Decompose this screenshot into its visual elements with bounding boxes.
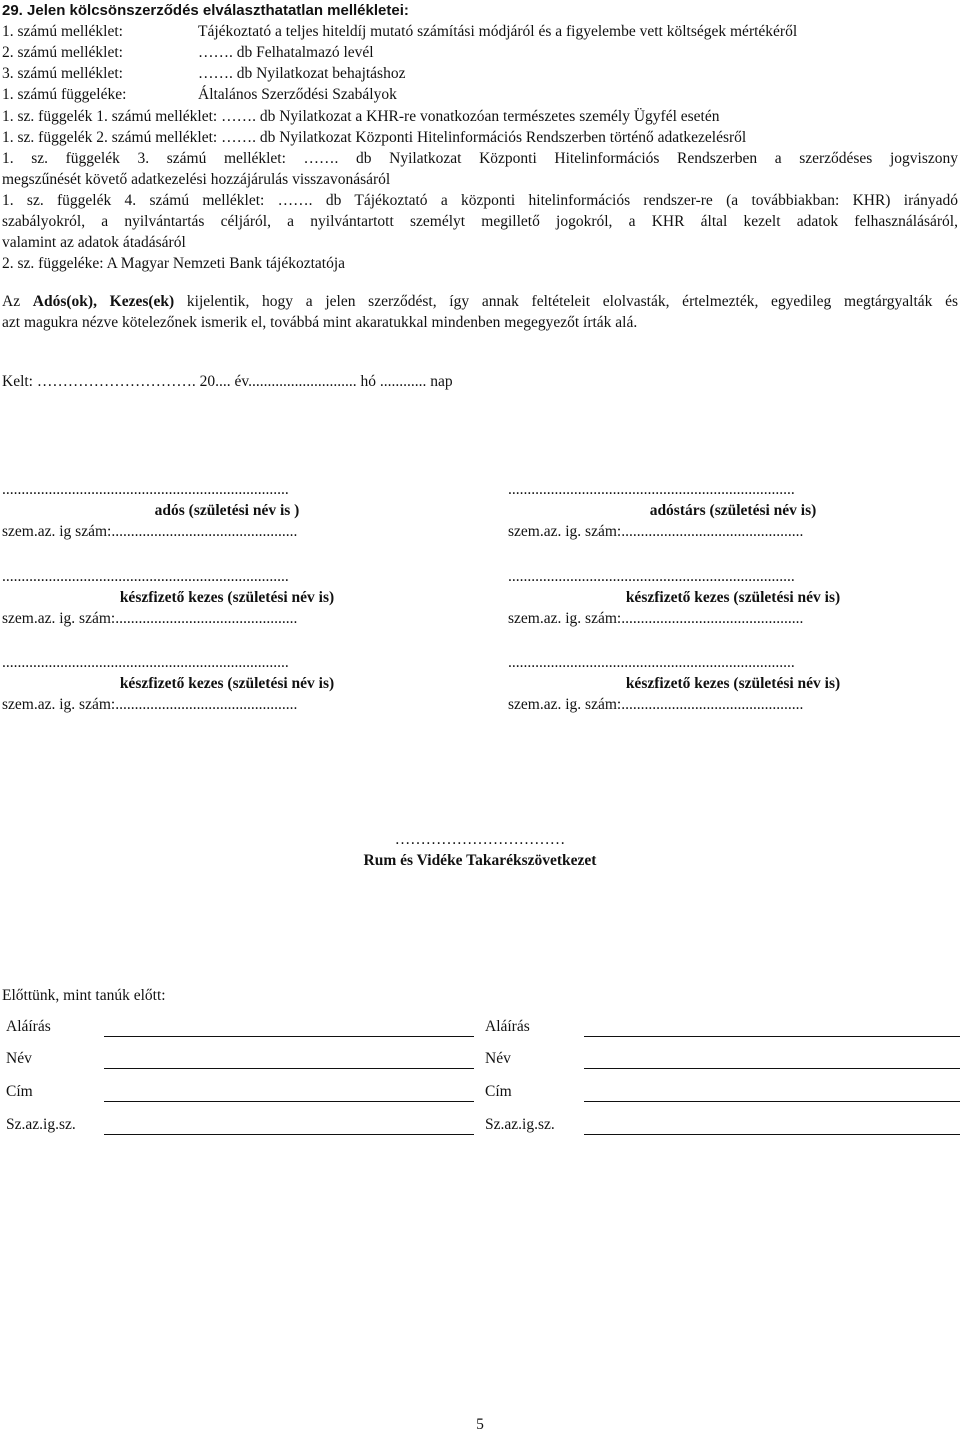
signature-role: készfizető kezes (születési név is): [119, 589, 335, 606]
signature-dots: ..........................................................................: [508, 568, 795, 585]
witness-2-signature-line[interactable]: [584, 1036, 960, 1037]
witness-2-address-line[interactable]: [584, 1101, 960, 1102]
signature-dots: ..........................................................................: [2, 654, 289, 671]
signature-role: adós (születési név is ): [154, 502, 300, 519]
annex-text: ……. db Felhatalmazó levél: [198, 44, 374, 61]
witness-1-address-line[interactable]: [104, 1101, 474, 1102]
date-line: Kelt: …………………………. 20.... év............................ hó ............ nap: [2, 373, 453, 390]
signature-adóstárs: [508, 479, 958, 542]
bank-signature: [0, 829, 960, 871]
witness-1-signature-label: Aláírás: [6, 1018, 51, 1035]
signature-kezes-left-2: [2, 652, 452, 715]
witness-1-name-label: Név: [6, 1050, 32, 1067]
signature-adós: [2, 479, 452, 542]
signature-kezes-left-1: [2, 566, 452, 629]
section-title: 29. Jelen kölcsönszerződés elválaszthatatlan mellékletei:: [2, 2, 409, 19]
witness-2-name-label: Név: [485, 1050, 511, 1067]
appendix-line-5: 2. sz. függeléke: A Magyar Nemzeti Bank tájékoztatója: [2, 255, 346, 272]
appendix-line-2: 1. sz. függelék 2. számú melléklet: ……. db Nyilatkozat Központi Hitelinformációs Rendszerben történő adatkezelésről: [2, 129, 747, 146]
witness-1-address-label: Cím: [6, 1083, 33, 1100]
declaration-line-1: [2, 291, 958, 312]
declaration-parties: Adós(ok), Kezes(ek): [32, 293, 175, 310]
signature-id: szem.az. ig. szám:...............................................: [508, 696, 804, 713]
signature-id: szem.az. ig. szám:...............................................: [508, 523, 804, 540]
witness-1-name-line[interactable]: [104, 1068, 474, 1069]
signature-kezes-right-2: [508, 652, 958, 715]
appendix-line-1: 1. sz. függelék 1. számú melléklet: ……. db Nyilatkozat a KHR-re vonatkozóan természetes személy Ügyfél esetén: [2, 108, 720, 125]
signature-dots: ..........................................................................: [508, 481, 795, 498]
annex-label: 3. számú melléklet:: [2, 65, 123, 82]
annex-text: ……. db Nyilatkozat behajtáshoz: [198, 65, 406, 82]
page-number: 5: [476, 1416, 484, 1433]
witness-1-signature-line[interactable]: [104, 1036, 474, 1037]
appendix-line-4c: valamint az adatok átadásáról: [2, 234, 186, 251]
annex-2: [2, 42, 958, 63]
appendix-line-4b: szabályokról, a nyilvántartás céljáról, a nyilvántartott személyt megillető jogokról, a KHR által kezelt adatok felhasználásáról,: [2, 213, 958, 230]
signature-id: szem.az. ig szám:................................................: [2, 523, 298, 540]
signature-dots: ..........................................................................: [2, 481, 289, 498]
annex-text: Tájékoztató a teljes hiteldíj mutató számítási módjáról és a figyelembe vett költségek mértékéről: [198, 23, 798, 40]
signature-kezes-right-1: [508, 566, 958, 629]
signature-id: szem.az. ig. szám:...............................................: [2, 610, 298, 627]
signature-dots: ..........................................................................: [508, 654, 795, 671]
annex-label: 1. számú melléklet:: [2, 23, 123, 40]
annex-label: 2. számú melléklet:: [2, 44, 123, 61]
appendix-line-3b: megszűnését követő adatkezelési hozzájárulás visszavonásáról: [2, 171, 391, 188]
declaration-line-2: azt magukra nézve kötelezőnek ismerik el, továbbá mint akaratukkal mindenben megegyezőt írták alá.: [2, 314, 638, 331]
signature-role: készfizető kezes (születési név is): [625, 589, 841, 606]
signature-role: készfizető kezes (születési név is): [119, 675, 335, 692]
witnesses-intro: Előttünk, mint tanúk előtt:: [2, 987, 166, 1004]
witness-2-signature-label: Aláírás: [485, 1018, 530, 1035]
signature-role: adóstárs (születési név is): [649, 502, 817, 519]
annex-text: Általános Szerződési Szabályok: [198, 86, 397, 103]
bank-name: Rum és Vidéke Takarékszövetkezet: [363, 852, 597, 869]
bank-dots: ……………………………: [394, 831, 566, 848]
witness-1-id-label: Sz.az.ig.sz.: [6, 1116, 76, 1133]
signature-dots: ..........................................................................: [2, 568, 289, 585]
signature-id: szem.az. ig. szám:...............................................: [508, 610, 804, 627]
witness-2-name-line[interactable]: [584, 1068, 960, 1069]
witness-2-address-label: Cím: [485, 1083, 512, 1100]
witness-2-id-label: Sz.az.ig.sz.: [485, 1116, 555, 1133]
witness-2-id-line[interactable]: [584, 1134, 960, 1135]
witness-1-id-line[interactable]: [104, 1134, 474, 1135]
declaration-prefix: Az: [2, 293, 33, 310]
appendix-line-3a: 1. sz. függelék 3. számú melléklet: ……. db Nyilatkozat Központi Hitelinformációs Rendszerben a szerződéses jogviszony: [2, 150, 958, 167]
appendix-line-4a: 1. sz. függelék 4. számú melléklet: ……. db Tájékoztató a központi hitelinformációs rendszer-re (a továbbiakban: KHR) irányadó: [2, 192, 958, 209]
annex-label: 1. számú függeléke:: [2, 86, 127, 103]
annex-1: [2, 21, 958, 42]
annex-3: [2, 63, 958, 84]
annex-4: [2, 84, 958, 105]
signature-role: készfizető kezes (születési név is): [625, 675, 841, 692]
declaration-rest: kijelentik, hogy a jelen szerződést, így annak feltételeit elolvasták, értelmezték, egyedileg megtárgyalták és: [174, 293, 959, 310]
signature-id: szem.az. ig. szám:...............................................: [2, 696, 298, 713]
